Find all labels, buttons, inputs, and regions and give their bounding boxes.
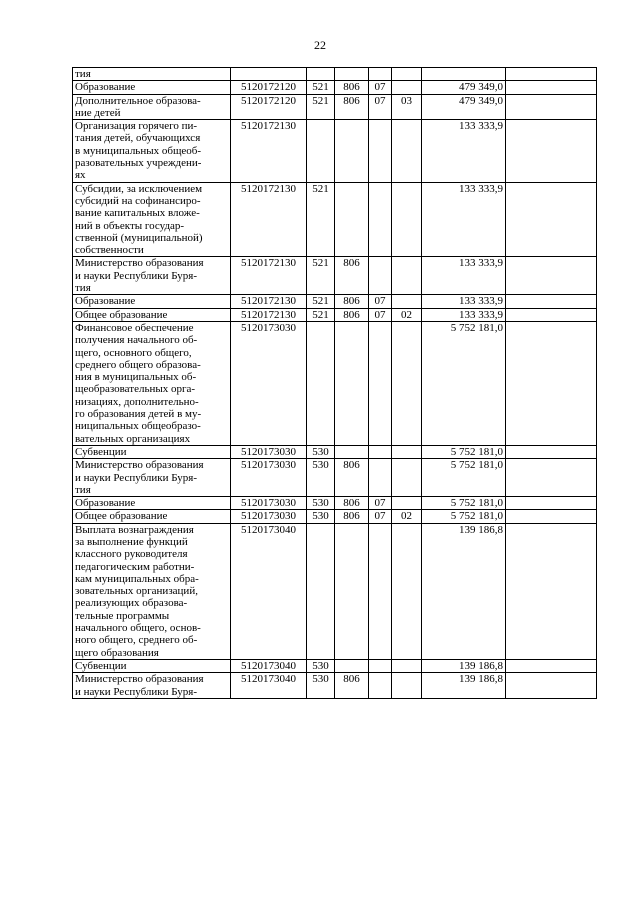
department-code-cell xyxy=(335,523,369,659)
table-row xyxy=(73,523,597,659)
amount-cell: 133 333,9 xyxy=(422,257,506,295)
table-row xyxy=(73,308,597,321)
item-name-cell: Общее образование xyxy=(73,308,231,321)
item-name-cell: Образование xyxy=(73,497,231,510)
table-row xyxy=(73,120,597,182)
empty-cell xyxy=(506,81,597,94)
department-code-cell: 806 xyxy=(335,308,369,321)
subsection-code-cell xyxy=(392,497,422,510)
expense-type-cell: 521 xyxy=(307,182,335,257)
page-number: 22 xyxy=(314,38,326,52)
department-code-cell: 806 xyxy=(335,510,369,523)
expense-type-cell xyxy=(307,321,335,445)
target-code-cell: 5120173040 xyxy=(231,659,307,672)
table-row xyxy=(73,459,597,497)
item-name-cell: тия xyxy=(73,68,231,81)
department-code-cell xyxy=(335,445,369,458)
item-name-cell: Субвенции xyxy=(73,445,231,458)
target-code-cell: 5120172120 xyxy=(231,94,307,120)
section-code-cell xyxy=(369,321,392,445)
item-name-cell: Министерство образования и науки Республики Буря- xyxy=(73,673,231,699)
subsection-code-cell: 02 xyxy=(392,308,422,321)
item-name-cell: Министерство образования и науки Республики Буря- тия xyxy=(73,257,231,295)
empty-cell xyxy=(506,523,597,659)
item-name-cell: Министерство образования и науки Республики Буря- тия xyxy=(73,459,231,497)
department-code-cell: 806 xyxy=(335,497,369,510)
department-code-cell: 806 xyxy=(335,673,369,699)
section-code-cell: 07 xyxy=(369,308,392,321)
expense-type-cell: 530 xyxy=(307,659,335,672)
empty-cell xyxy=(506,94,597,120)
department-code-cell: 806 xyxy=(335,295,369,308)
item-name-cell: Организация горячего пи- тания детей, обучающихся в муниципальных общеоб- разовательных учреждени- ях xyxy=(73,120,231,182)
amount-cell: 5 752 181,0 xyxy=(422,497,506,510)
table-row xyxy=(73,257,597,295)
amount-cell: 133 333,9 xyxy=(422,120,506,182)
target-code-cell: 5120173030 xyxy=(231,510,307,523)
empty-cell xyxy=(506,257,597,295)
table-row xyxy=(73,445,597,458)
expense-type-cell: 521 xyxy=(307,81,335,94)
table-row xyxy=(73,673,597,699)
expense-type-cell xyxy=(307,523,335,659)
empty-cell xyxy=(506,68,597,81)
expense-type-cell: 521 xyxy=(307,94,335,120)
budget-table-body xyxy=(73,68,597,699)
section-code-cell: 07 xyxy=(369,510,392,523)
expense-type-cell: 530 xyxy=(307,510,335,523)
subsection-code-cell xyxy=(392,120,422,182)
amount-cell: 133 333,9 xyxy=(422,295,506,308)
amount-cell xyxy=(422,68,506,81)
empty-cell xyxy=(506,510,597,523)
section-code-cell xyxy=(369,120,392,182)
target-code-cell: 5120172130 xyxy=(231,257,307,295)
amount-cell: 5 752 181,0 xyxy=(422,445,506,458)
expense-type-cell: 521 xyxy=(307,295,335,308)
item-name-cell: Общее образование xyxy=(73,510,231,523)
department-code-cell: 806 xyxy=(335,459,369,497)
table-row xyxy=(73,295,597,308)
target-code-cell: 5120172130 xyxy=(231,120,307,182)
amount-cell: 5 752 181,0 xyxy=(422,321,506,445)
target-code-cell: 5120173030 xyxy=(231,459,307,497)
target-code-cell: 5120173030 xyxy=(231,497,307,510)
section-code-cell xyxy=(369,182,392,257)
amount-cell: 139 186,8 xyxy=(422,659,506,672)
expense-type-cell xyxy=(307,120,335,182)
empty-cell xyxy=(506,120,597,182)
target-code-cell: 5120172130 xyxy=(231,182,307,257)
department-code-cell: 806 xyxy=(335,257,369,295)
subsection-code-cell xyxy=(392,68,422,81)
subsection-code-cell xyxy=(392,673,422,699)
subsection-code-cell: 03 xyxy=(392,94,422,120)
subsection-code-cell xyxy=(392,659,422,672)
department-code-cell: 806 xyxy=(335,94,369,120)
table-row xyxy=(73,321,597,445)
empty-cell xyxy=(506,659,597,672)
department-code-cell xyxy=(335,321,369,445)
item-name-cell: Субвенции xyxy=(73,659,231,672)
section-code-cell: 07 xyxy=(369,497,392,510)
department-code-cell xyxy=(335,120,369,182)
amount-cell: 139 186,8 xyxy=(422,673,506,699)
item-name-cell: Финансовое обеспечение получения начального об- щего, основного общего, среднего общего образова- ния в муниципальных об- щеобразовательных орга- низациях, дополнительно- го образования детей в му- ниципальных общеобразо- вательных организациях xyxy=(73,321,231,445)
item-name-cell: Выплата вознаграждения за выполнение функций классного руководителя педагогическим работни- кам муниципальных обра- зовательных организаций, реализующих образова- тельные программы начального общего, основ- ного общего, среднего об- щего образования xyxy=(73,523,231,659)
section-code-cell xyxy=(369,445,392,458)
expense-type-cell: 530 xyxy=(307,673,335,699)
empty-cell xyxy=(506,182,597,257)
empty-cell xyxy=(506,321,597,445)
department-code-cell xyxy=(335,659,369,672)
subsection-code-cell xyxy=(392,459,422,497)
empty-cell xyxy=(506,497,597,510)
subsection-code-cell: 02 xyxy=(392,510,422,523)
section-code-cell xyxy=(369,68,392,81)
table-row xyxy=(73,510,597,523)
empty-cell xyxy=(506,673,597,699)
target-code-cell: 5120173040 xyxy=(231,523,307,659)
subsection-code-cell xyxy=(392,257,422,295)
budget-table xyxy=(72,67,597,699)
department-code-cell: 806 xyxy=(335,81,369,94)
section-code-cell: 07 xyxy=(369,81,392,94)
expense-type-cell: 530 xyxy=(307,459,335,497)
department-code-cell xyxy=(335,182,369,257)
empty-cell xyxy=(506,445,597,458)
target-code-cell: 5120173030 xyxy=(231,321,307,445)
target-code-cell: 5120173040 xyxy=(231,673,307,699)
section-code-cell: 07 xyxy=(369,94,392,120)
subsection-code-cell xyxy=(392,81,422,94)
section-code-cell xyxy=(369,659,392,672)
expense-type-cell xyxy=(307,68,335,81)
item-name-cell: Образование xyxy=(73,81,231,94)
amount-cell: 133 333,9 xyxy=(422,308,506,321)
target-code-cell xyxy=(231,68,307,81)
section-code-cell: 07 xyxy=(369,295,392,308)
table-row xyxy=(73,81,597,94)
table-row xyxy=(73,659,597,672)
expense-type-cell: 530 xyxy=(307,497,335,510)
item-name-cell: Образование xyxy=(73,295,231,308)
expense-type-cell: 521 xyxy=(307,308,335,321)
section-code-cell xyxy=(369,257,392,295)
subsection-code-cell xyxy=(392,295,422,308)
section-code-cell xyxy=(369,459,392,497)
amount-cell: 479 349,0 xyxy=(422,81,506,94)
section-code-cell xyxy=(369,523,392,659)
target-code-cell: 5120173030 xyxy=(231,445,307,458)
department-code-cell xyxy=(335,68,369,81)
empty-cell xyxy=(506,308,597,321)
subsection-code-cell xyxy=(392,445,422,458)
amount-cell: 479 349,0 xyxy=(422,94,506,120)
subsection-code-cell xyxy=(392,182,422,257)
expense-type-cell: 530 xyxy=(307,445,335,458)
subsection-code-cell xyxy=(392,321,422,445)
section-code-cell xyxy=(369,673,392,699)
table-row xyxy=(73,94,597,120)
amount-cell: 133 333,9 xyxy=(422,182,506,257)
table-row xyxy=(73,497,597,510)
empty-cell xyxy=(506,459,597,497)
amount-cell: 139 186,8 xyxy=(422,523,506,659)
amount-cell: 5 752 181,0 xyxy=(422,459,506,497)
amount-cell: 5 752 181,0 xyxy=(422,510,506,523)
item-name-cell: Субсидии, за исключением субсидий на софинансиро- вание капитальных вложе- ний в объекты государ- ственной (муниципальной) собственности xyxy=(73,182,231,257)
subsection-code-cell xyxy=(392,523,422,659)
empty-cell xyxy=(506,295,597,308)
expense-type-cell: 521 xyxy=(307,257,335,295)
target-code-cell: 5120172130 xyxy=(231,308,307,321)
item-name-cell: Дополнительное образова- ние детей xyxy=(73,94,231,120)
target-code-cell: 5120172120 xyxy=(231,81,307,94)
target-code-cell: 5120172130 xyxy=(231,295,307,308)
table-row xyxy=(73,182,597,257)
table-row xyxy=(73,68,597,81)
